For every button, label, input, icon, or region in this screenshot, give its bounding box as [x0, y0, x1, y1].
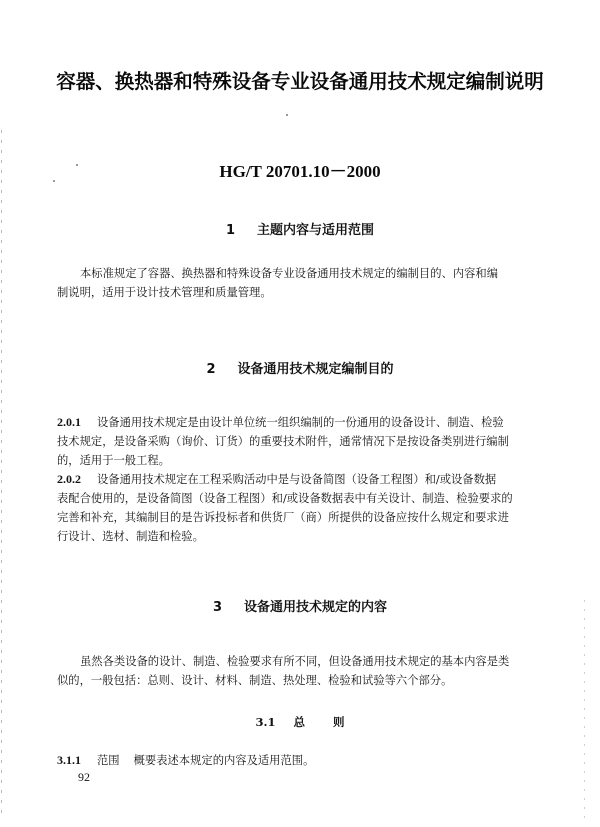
clause-text: 概要表述本规定的内容及适用范围。	[133, 754, 315, 767]
clause-2-0-1	[57, 413, 543, 470]
clause-text-line: 技术规定，是设备采购（询价、订货）的重要技术附件，通常情况下是按设备类别进行编制	[57, 435, 509, 448]
clause-number: 3.1.1	[57, 753, 81, 767]
paragraph-line: 虽然各类设备的设计、制造、检验要求有所不同，但设备通用技术规定的基本内容是类	[80, 655, 510, 668]
paragraph-line: 制说明，适用于设计技术管理和质量管理。	[57, 286, 272, 299]
clause-number: 2.0.2	[57, 472, 81, 486]
paragraph-line: 似的，一般包括：总则、设计、材料、制造、热处理、检验和试验等六个部分。	[57, 674, 453, 687]
clause-text-line: 行设计、选材、制造和检验。	[57, 530, 204, 543]
scan-speck	[286, 114, 288, 116]
scan-artifact-line	[584, 600, 585, 825]
page-number: 92	[78, 770, 90, 784]
section-title: 设备通用技术规定的内容	[244, 600, 388, 615]
standard-number: HG/T 20701.10－2000	[219, 162, 381, 181]
clause-text-line: 设备通用技术规定是由设计单位统一组织编制的一份通用的设备设计、制造、检验	[97, 416, 504, 429]
section-number: 3	[212, 600, 223, 615]
subsection-title-part: 总	[293, 715, 305, 729]
section-number: 1	[225, 223, 236, 238]
section-1-heading	[0, 219, 600, 238]
clause-2-0-2	[57, 470, 543, 546]
clause-text-line: 表配合使用的，是设备简图（设备工程图）和/或设备数据表中有关设计、制造、检验要求的	[57, 492, 513, 505]
subsection-title-part: 则	[333, 715, 345, 729]
section-3-heading	[0, 596, 600, 615]
section-title: 主题内容与适用范围	[257, 223, 375, 238]
subsection-number: 3.1	[255, 715, 276, 729]
clause-text-line: 的，适用于一般工程。	[57, 454, 170, 467]
document-title: 容器、换热器和特殊设备专业设备通用技术规定编制说明	[56, 70, 544, 93]
clause-term: 范围	[97, 754, 120, 767]
section-number: 2	[206, 362, 216, 377]
section-title: 设备通用技术规定编制目的	[237, 362, 394, 377]
section-3-paragraph	[57, 652, 543, 690]
section-2-heading	[0, 358, 600, 377]
clause-3-1-1	[57, 751, 543, 770]
paragraph-line: 本标准规定了容器、换热器和特殊设备专业设备通用技术规定的编制目的、内容和编	[80, 267, 498, 280]
clause-text-line: 完善和补充，其编制目的是告诉投标者和供货厂（商）所提供的设备应按什么规定和要求进	[57, 511, 509, 524]
section-1-paragraph	[57, 264, 543, 302]
subsection-3-1-heading	[0, 714, 600, 730]
clause-number: 2.0.1	[57, 415, 81, 429]
clause-text-line: 设备通用技术规定在工程采购活动中是与设备简图（设备工程图）和/或设备数据	[97, 473, 497, 486]
